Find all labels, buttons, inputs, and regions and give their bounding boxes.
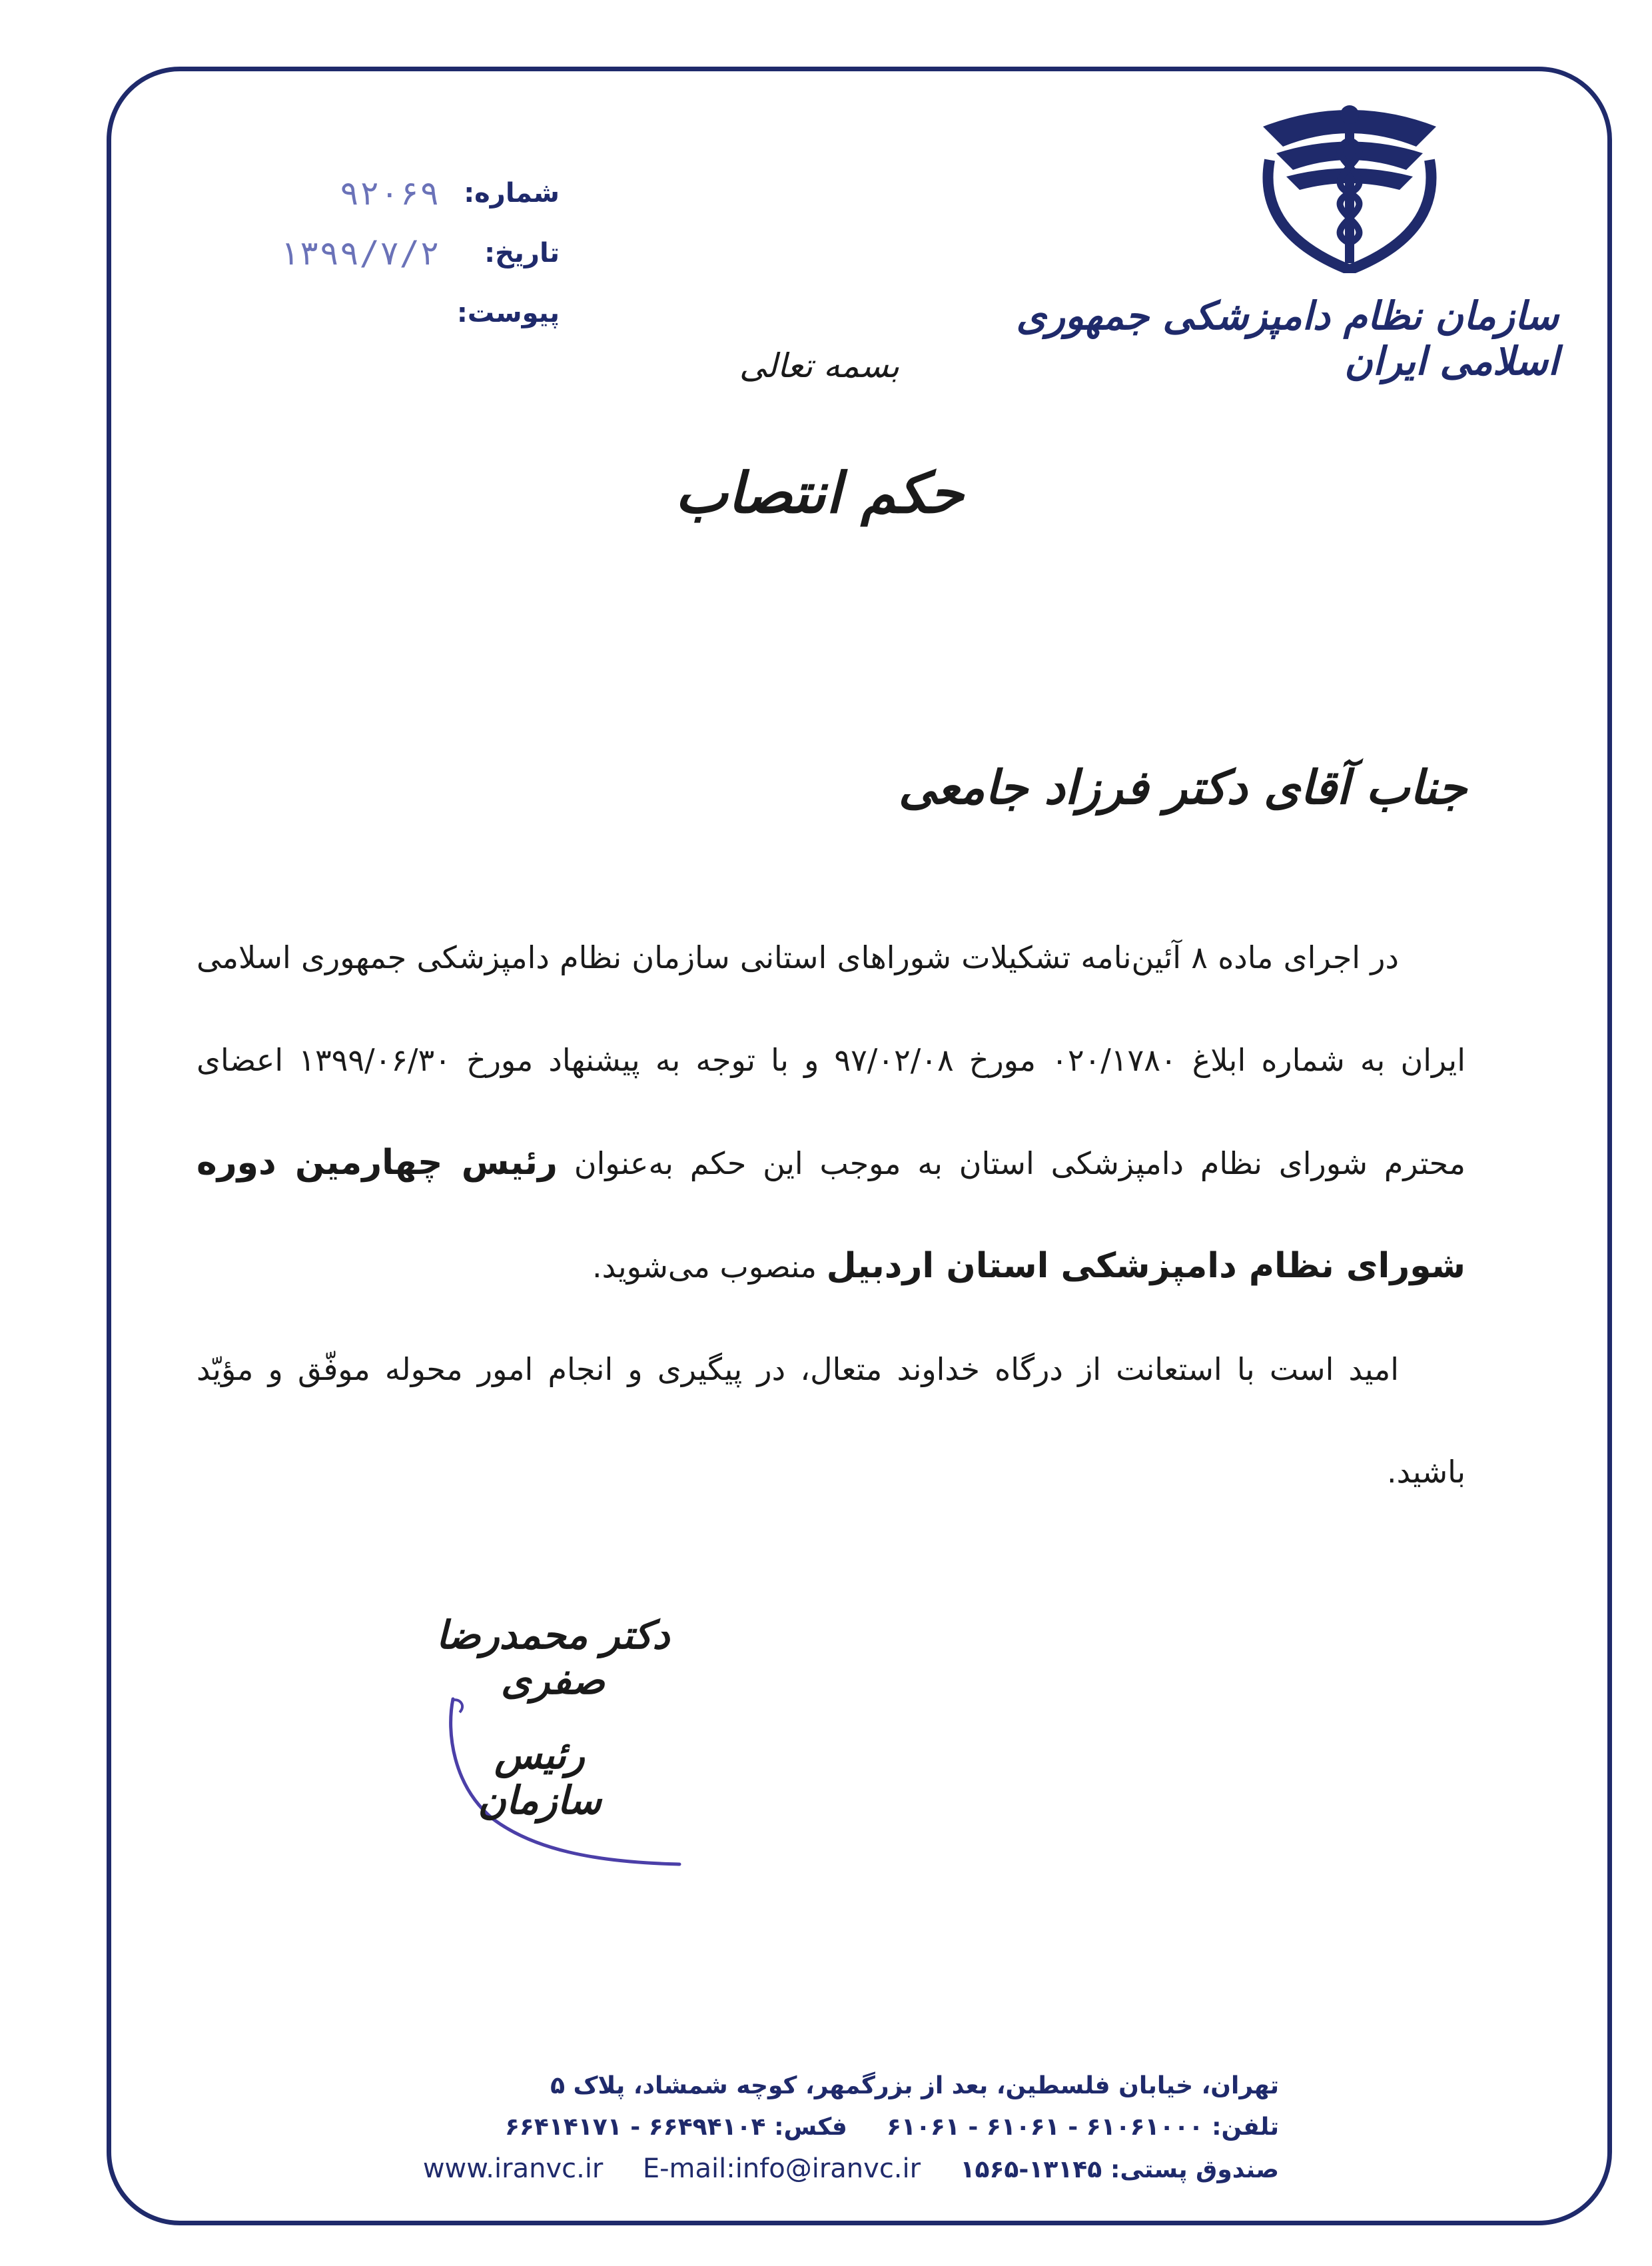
phone-label: تلفن:: [1212, 2113, 1279, 2141]
footer-contact: [373, 2065, 1279, 2189]
letter-meta: [240, 163, 560, 343]
fax-label: فکس:: [774, 2113, 847, 2141]
email-link[interactable]: E-mail:info@iranvc.ir: [642, 2153, 921, 2184]
letter-body: [197, 906, 1465, 1523]
signatory-role: رئیس سازمان: [478, 1732, 602, 1823]
phone-values: ۶۱۰۶۱۰۰۰ - ۶۱۰۶۱ - ۶۱۰۶۱: [886, 2113, 1204, 2141]
footer-address: تهران، خیابان فلسطین، بعد از بزرگمهر، کوچه شمشاد، پلاک ۵: [550, 2072, 1279, 2099]
meta-number-row: [240, 163, 560, 223]
bismillah-heading: بسمه تعالی: [739, 346, 900, 385]
salutation: جناب آقای دکتر فرزاد جامعی: [898, 760, 1467, 815]
date-label: تاریخ:: [484, 238, 560, 269]
meta-attachment-row: [240, 283, 560, 343]
body-paragraph-2: امید است با استعانت از درگاه خداوند متعال، در پیگیری و انجام امور محوله موفّق و مؤیّد باشید.: [197, 1351, 1465, 1490]
body-paragraph-1: [197, 906, 1465, 1318]
meta-date-row: [240, 223, 560, 283]
body-p1-part2: منصوب می‌شوید.: [592, 1249, 817, 1285]
letter-title: حکم انتصاب: [675, 460, 964, 526]
date-value: ۱۳۹۹/۷/۲: [279, 234, 440, 273]
fax-values: ۶۶۴۹۴۱۰۴ - ۶۶۴۱۴۱۷۱: [504, 2113, 766, 2141]
number-value: ۹۲۰۶۹: [339, 174, 440, 213]
signatory-name: دکتر محمدرضا صفری: [436, 1612, 670, 1703]
caduceus-emblem-icon: [1250, 100, 1449, 273]
website-link[interactable]: www.iranvc.ir: [422, 2153, 604, 2184]
footer-pobox-web: [373, 2148, 1279, 2189]
body-p1-part1: در اجرای ماده ۸ آئین‌نامه تشکیلات شوراهای استانی سازمان نظام دامپزشکی جمهوری اسلامی ایران به شماره ابلاغ ۰۲۰/۱۷۸۰ مورخ ۹۷/۰۲/۰۸ و با توجه به پیشنهاد مورخ ۱۳۹۹/۰۶/۳۰ اعضای محترم شورای نظام دامپزشکی استان به موجب این حکم به‌عنوان: [197, 939, 1465, 1181]
pobox-label: صندوق پستی:: [1110, 2156, 1279, 2183]
pobox-value: ۱۳۱۴۵-۱۵۶۵: [960, 2156, 1102, 2183]
footer-phone-fax: [373, 2107, 1279, 2148]
attachment-label: پیوست:: [456, 298, 560, 328]
number-label: شماره:: [464, 178, 560, 209]
body-p1-bold: رئیس چهارمین دوره شورای نظام دامپزشکی استان اردبیل: [197, 1143, 1465, 1286]
organization-name: سازمان نظام دامپزشکی جمهوری اسلامی ایران: [1016, 293, 1559, 384]
